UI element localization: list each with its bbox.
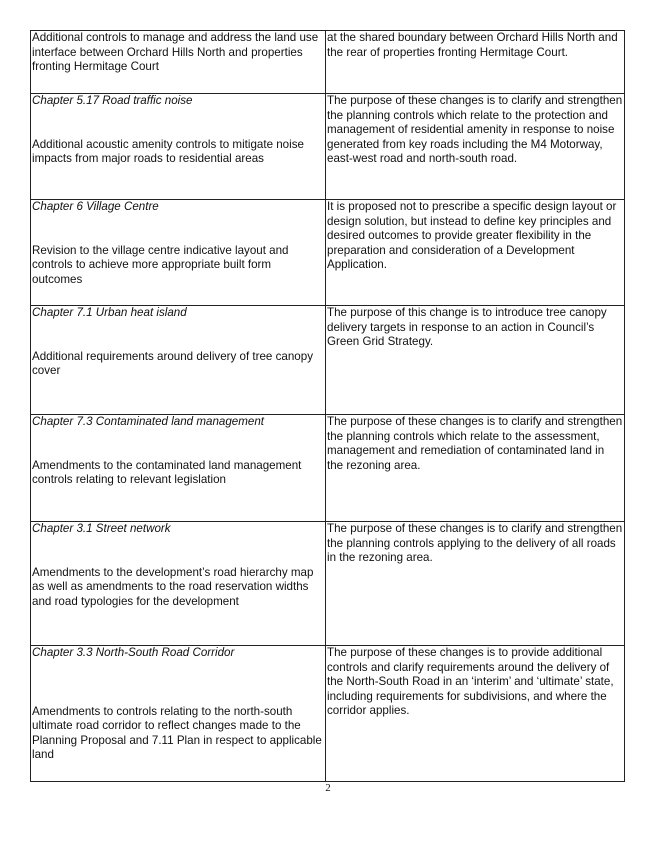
change-description: Additional requirements around delivery of tree canopy cover bbox=[32, 349, 313, 378]
change-description: Amendments to the development’s road hierarchy map as well as amendments to the road reservation widths and road typologies for the development bbox=[32, 565, 314, 608]
change-cell bbox=[31, 94, 326, 200]
amendments-table bbox=[30, 30, 625, 782]
table-row bbox=[31, 646, 625, 782]
change-description: Revision to the village centre indicative layout and controls to achieve more appropriate built form outcomes bbox=[32, 243, 289, 286]
purpose-text: The purpose of this change is to introduce tree canopy delivery targets in response to an action in Council’s Green Grid Strategy. bbox=[327, 306, 607, 349]
purpose-cell bbox=[326, 31, 625, 94]
purpose-text: It is proposed not to prescribe a specific design layout or design solution, but instead to define key principles and desired outcomes to provide greater flexibility in the preparation and consideration of a Development Application. bbox=[327, 200, 617, 272]
purpose-text: The purpose of these changes is to provide additional controls and clarify requirements around the delivery of the North-South Road in an ‘interim’ and ‘ultimate’ state, including requirements for subdivisions, and where the corridor applies. bbox=[327, 646, 614, 718]
change-description: Amendments to the contaminated land management controls relating to relevant legislation bbox=[32, 458, 302, 487]
purpose-text: The purpose of these changes is to clarify and strengthen the planning controls applying to the delivery of all roads in the rezoning area. bbox=[327, 522, 623, 565]
change-cell bbox=[31, 200, 326, 306]
table-row bbox=[31, 522, 625, 646]
page-number: 2 bbox=[325, 782, 331, 794]
change-cell bbox=[31, 415, 326, 522]
table-row bbox=[31, 306, 625, 415]
purpose-text: The purpose of these changes is to clarify and strengthen the planning controls which relate to the protection and management of residential amenity in response to noise generated from key roads including the M4 Motorway, east-west road and north-south road. bbox=[327, 94, 623, 166]
purpose-cell bbox=[326, 415, 625, 522]
chapter-heading: Chapter 3.1 Street network bbox=[32, 522, 171, 535]
change-cell bbox=[31, 306, 326, 415]
table-row bbox=[31, 415, 625, 522]
purpose-cell bbox=[326, 646, 625, 782]
purpose-text: The purpose of these changes is to clarify and strengthen the planning controls which relate to the assessment, management and remediation of contaminated land in the rezoning area. bbox=[327, 415, 623, 472]
change-cell bbox=[31, 31, 326, 94]
chapter-heading: Chapter 7.1 Urban heat island bbox=[32, 306, 187, 319]
chapter-heading: Chapter 7.3 Contaminated land management bbox=[32, 415, 265, 428]
table-row bbox=[31, 94, 625, 200]
change-cell bbox=[31, 522, 326, 646]
change-cell bbox=[31, 646, 326, 782]
change-description: Amendments to controls relating to the north-south ultimate road corridor to reflect changes made to the Planning Proposal and 7.11 Plan in respect to applicable land bbox=[32, 704, 322, 762]
purpose-cell bbox=[326, 522, 625, 646]
change-description: Additional controls to manage and address the land use interface between Orchard Hills North and properties fronting Hermitage Court bbox=[32, 31, 319, 74]
purpose-cell bbox=[326, 200, 625, 306]
chapter-heading: Chapter 3.3 North-South Road Corridor bbox=[32, 646, 235, 659]
purpose-text: at the shared boundary between Orchard Hills North and the rear of properties fronting Hermitage Court. bbox=[327, 31, 618, 59]
purpose-cell bbox=[326, 94, 625, 200]
change-description: Additional acoustic amenity controls to mitigate noise impacts from major roads to residential areas bbox=[32, 137, 304, 166]
chapter-heading: Chapter 5.17 Road traffic noise bbox=[32, 94, 193, 107]
purpose-cell bbox=[326, 306, 625, 415]
chapter-heading: Chapter 6 Village Centre bbox=[32, 200, 159, 213]
table-row bbox=[31, 200, 625, 306]
table-row bbox=[31, 31, 625, 94]
